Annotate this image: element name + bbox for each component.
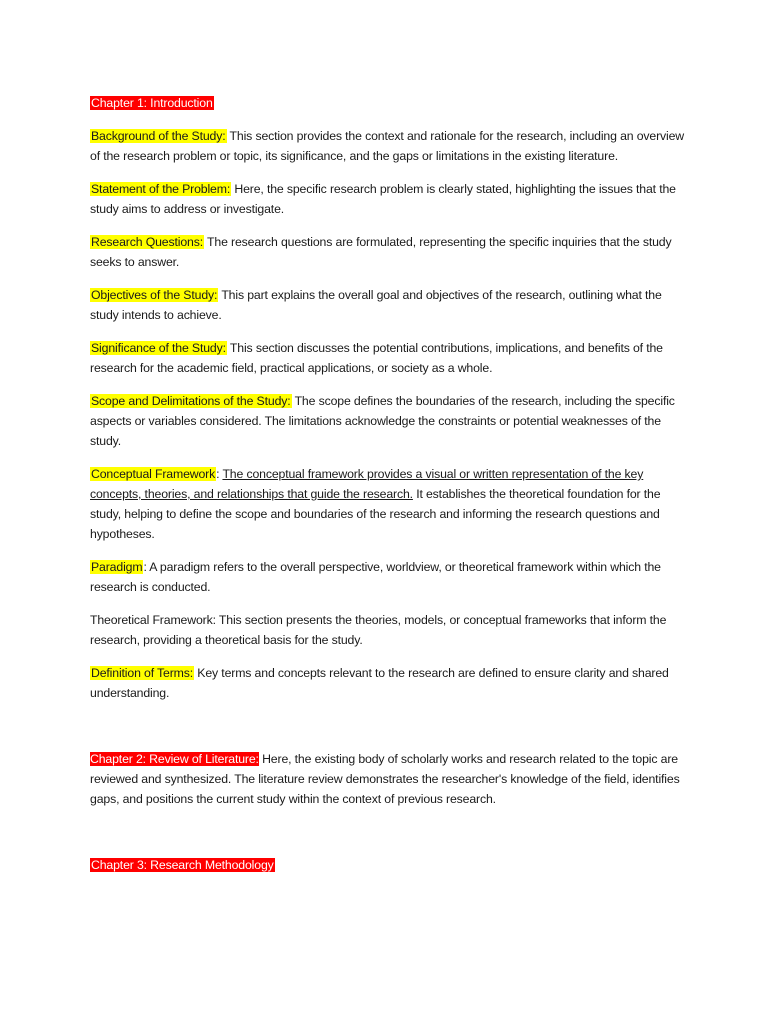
section-body: This section provides the context and rationale for the research, including an overview of the research problem or topic, its significance, and the gaps or limitations in the existing literature. bbox=[90, 129, 685, 163]
section-colon: : bbox=[216, 467, 223, 481]
section-heading: Background of the Study: bbox=[91, 129, 226, 143]
section-body: Key terms and concepts relevant to the research are defined to ensure clarity and shared understanding. bbox=[90, 666, 669, 700]
chapter-3-title: Chapter 3: Research Methodology bbox=[91, 858, 274, 872]
section-body: It establishes the theoretical foundation for the study, helping to define the scope and boundaries of the research and informing the research questions and hypotheses. bbox=[90, 487, 661, 541]
section-heading: Scope and Delimitations of the Study: bbox=[91, 394, 291, 408]
section-theoretical-framework: Theoretical Framework: This section presents the theories, models, or conceptual frameworks that inform the research, providing a theoretical basis for the study. bbox=[90, 613, 667, 647]
chapter-2-paragraph bbox=[90, 749, 690, 809]
section-heading: Objectives of the Study: bbox=[91, 288, 218, 302]
section-heading: Significance of the Study: bbox=[91, 341, 226, 355]
chapter-2-title: Chapter 2: Review of Literature: bbox=[90, 752, 259, 766]
section-objectives bbox=[90, 285, 690, 325]
chapter-3-heading bbox=[90, 855, 690, 875]
section-heading: Paradigm bbox=[91, 560, 143, 574]
section-significance bbox=[90, 338, 690, 378]
section-conceptual-framework bbox=[90, 464, 690, 544]
section-heading: Definition of Terms: bbox=[91, 666, 194, 680]
section-background bbox=[90, 126, 690, 166]
section-research-questions bbox=[90, 232, 690, 272]
section-body: : A paradigm refers to the overall perspective, worldview, or theoretical framework within which the research is conducted. bbox=[90, 560, 661, 594]
section-heading: Conceptual Framework bbox=[91, 467, 216, 481]
chapter-1-heading bbox=[90, 93, 690, 113]
chapter-2-body: Here, the existing body of scholarly works and research related to the topic are reviewed and synthesized. The literature review demonstrates the researcher's knowledge of the field, identifies gaps, and positions the current study within the context of previous research. bbox=[90, 752, 680, 806]
underlined-text: The conceptual framework provides a visual or written representation of the key concepts, theories, and relationships that guide the research. bbox=[90, 467, 644, 501]
section-statement-of-problem bbox=[90, 179, 690, 219]
section-heading: Research Questions: bbox=[91, 235, 203, 249]
chapter-1-title: Chapter 1: Introduction bbox=[91, 96, 213, 110]
section-definition-of-terms bbox=[90, 663, 690, 703]
section-paradigm bbox=[90, 557, 690, 597]
section-body: Here, the specific research problem is clearly stated, highlighting the issues that the study aims to address or investigate. bbox=[90, 182, 676, 216]
section-body: The research questions are formulated, representing the specific inquiries that the study seeks to answer. bbox=[90, 235, 672, 269]
section-body: This part explains the overall goal and objectives of the research, outlining what the study intends to achieve. bbox=[90, 288, 662, 322]
section-heading: Statement of the Problem: bbox=[91, 182, 231, 196]
section-body: This section discusses the potential contributions, implications, and benefits of the research for the academic field, practical applications, or society as a whole. bbox=[90, 341, 663, 375]
section-body: The scope defines the boundaries of the research, including the specific aspects or variables considered. The limitations acknowledge the constraints or potential weaknesses of the study. bbox=[90, 394, 675, 448]
section-scope bbox=[90, 391, 690, 451]
document-page bbox=[90, 93, 690, 875]
